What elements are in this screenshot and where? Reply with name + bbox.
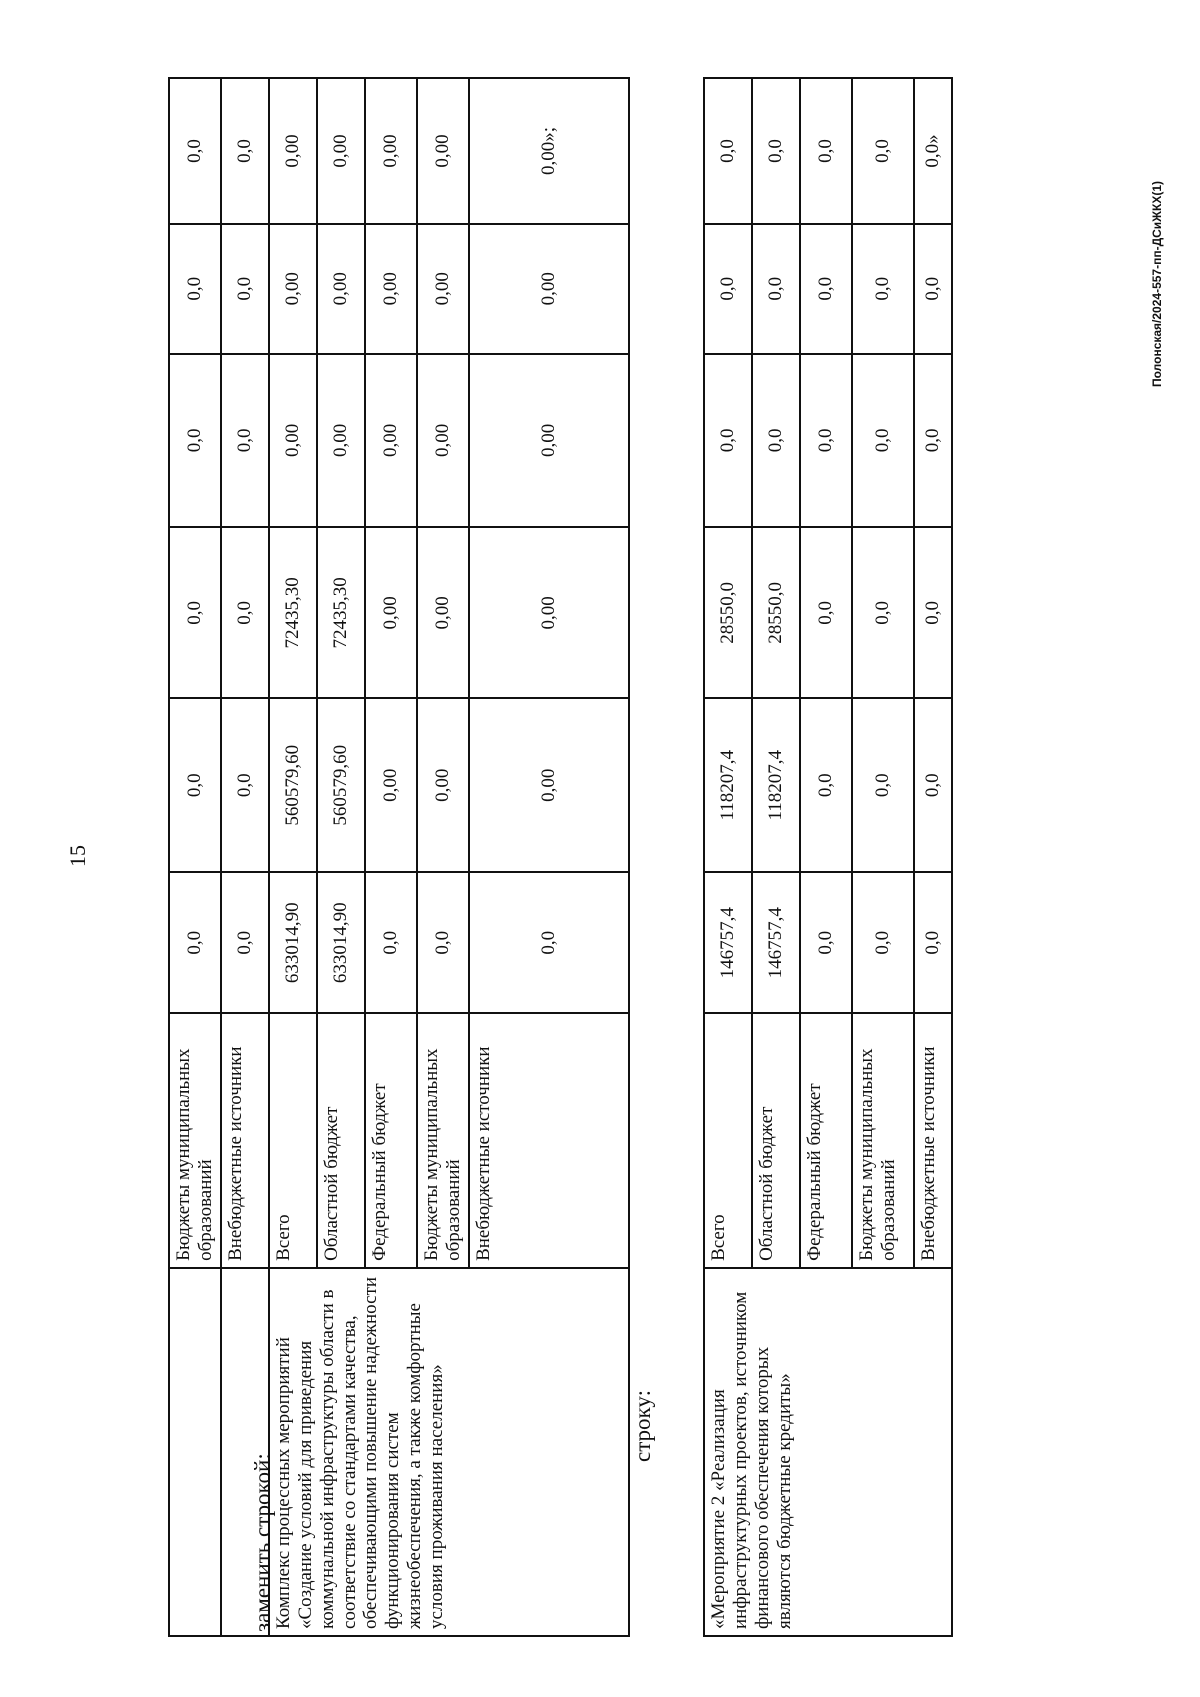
value-cell: 0,00 [417,527,469,698]
value-cell: 0,00 [317,78,365,224]
value-cell: 0,0 [800,224,852,354]
caption-replace-row: строку: [630,1390,655,1462]
value-cell: 560579,60 [269,698,317,872]
value-cell: 0,0 [704,354,752,528]
funding-source: Всего [704,1013,752,1268]
funding-source: Бюджеты муниципальных образований [169,1013,221,1268]
value-cell: 0,0 [169,872,221,1013]
value-cell: 0,00 [269,354,317,528]
value-cell: 0,0 [914,354,952,528]
table-row [704,78,752,1636]
value-cell: 0,00 [469,354,629,528]
value-cell: 0,0 [800,698,852,872]
page-number: 15 [65,845,90,867]
value-cell: 0,0 [221,354,269,528]
table-row [221,78,269,1636]
value-cell: 0,0 [852,78,914,224]
value-cell: 0,0 [800,872,852,1013]
value-cell: 0,0 [800,354,852,528]
funding-source: Бюджеты муниципальных образований [417,1013,469,1268]
value-cell: 28550,0 [704,527,752,698]
value-cell: 560579,60 [317,698,365,872]
measure-description: «Мероприятие 2 «Реализация инфраструктурных проектов, источником финансового обеспечения которых являются бюджетные кредиты» [704,1268,952,1636]
value-cell: 0,0 [221,224,269,354]
value-cell: 0,0 [221,872,269,1013]
value-cell: 0,0 [169,527,221,698]
value-cell: 0,0 [852,698,914,872]
value-cell: 0,0 [169,354,221,528]
value-cell: 0,0 [852,872,914,1013]
funding-source: Федеральный бюджет [800,1013,852,1268]
document-code: Полонская/2024-557-пп-ДСиЖКХ(1) [1150,180,1164,387]
value-cell: 0,00 [469,224,629,354]
value-cell: 0,00 [469,527,629,698]
value-cell: 0,00 [269,224,317,354]
value-cell: 72435,30 [317,527,365,698]
funding-source: Внебюджетные источники [914,1013,952,1268]
value-cell: 0,0 [914,698,952,872]
table-row [169,78,221,1636]
value-cell: 0,0 [365,872,417,1013]
value-cell: 0,0 [914,872,952,1013]
table-row [269,78,317,1636]
value-cell: 0,00 [365,698,417,872]
value-cell: 0,0 [800,527,852,698]
value-cell: 0,0 [914,224,952,354]
value-cell: 0,0 [169,224,221,354]
value-cell: 0,00»; [469,78,629,224]
value-cell: 118207,4 [704,698,752,872]
value-cell: 0,0 [752,78,800,224]
caption-replace-with: заменить строкой: [250,1453,275,1632]
value-cell: 0,0 [169,698,221,872]
value-cell: 0,0 [221,527,269,698]
value-cell: 0,00 [417,354,469,528]
funding-source: Внебюджетные источники [221,1013,269,1268]
funding-table-1 [168,77,630,1637]
value-cell: 0,0 [752,224,800,354]
value-cell: 0,00 [417,698,469,872]
value-cell: 0,0 [752,354,800,528]
value-cell: 0,0 [221,698,269,872]
funding-table-2 [703,77,953,1637]
value-cell: 0,00 [269,78,317,224]
value-cell: 0,0 [800,78,852,224]
funding-source: Областной бюджет [317,1013,365,1268]
value-cell: 0,00 [317,224,365,354]
value-cell: 0,0 [852,527,914,698]
value-cell: 0,0 [852,224,914,354]
value-cell: 0,0 [914,527,952,698]
value-cell: 0,0 [469,872,629,1013]
value-cell: 633014,90 [269,872,317,1013]
funding-source: Внебюджетные источники [469,1013,629,1268]
value-cell: 146757,4 [752,872,800,1013]
value-cell: 118207,4 [752,698,800,872]
funding-source: Бюджеты муниципальных образований [852,1013,914,1268]
value-cell: 0,00 [365,527,417,698]
value-cell: 146757,4 [704,872,752,1013]
value-cell: 0,00 [417,78,469,224]
value-cell: 0,0 [704,224,752,354]
value-cell: 0,00 [317,354,365,528]
value-cell: 0,0 [221,78,269,224]
funding-source: Всего [269,1013,317,1268]
row-description [169,1268,221,1636]
value-cell: 0,0 [417,872,469,1013]
value-cell: 0,00 [365,224,417,354]
value-cell: 0,0 [704,78,752,224]
value-cell: 0,0 [169,78,221,224]
value-cell: 0,00 [365,78,417,224]
value-cell: 0,00 [365,354,417,528]
funding-source: Областной бюджет [752,1013,800,1268]
complex-description: Комплекс процессных мероприятий «Создание условий для приведения коммунальной инфраструктуры области в соответствие со стандартами качества, обеспечивающими повышение надежности функционирования систем жизнеобеспечения, а также комфортные условия проживания населения» [269,1268,629,1636]
value-cell: 633014,90 [317,872,365,1013]
value-cell: 0,00 [469,698,629,872]
value-cell: 0,0» [914,78,952,224]
value-cell: 0,0 [852,354,914,528]
value-cell: 28550,0 [752,527,800,698]
value-cell: 72435,30 [269,527,317,698]
value-cell: 0,00 [417,224,469,354]
funding-source: Федеральный бюджет [365,1013,417,1268]
